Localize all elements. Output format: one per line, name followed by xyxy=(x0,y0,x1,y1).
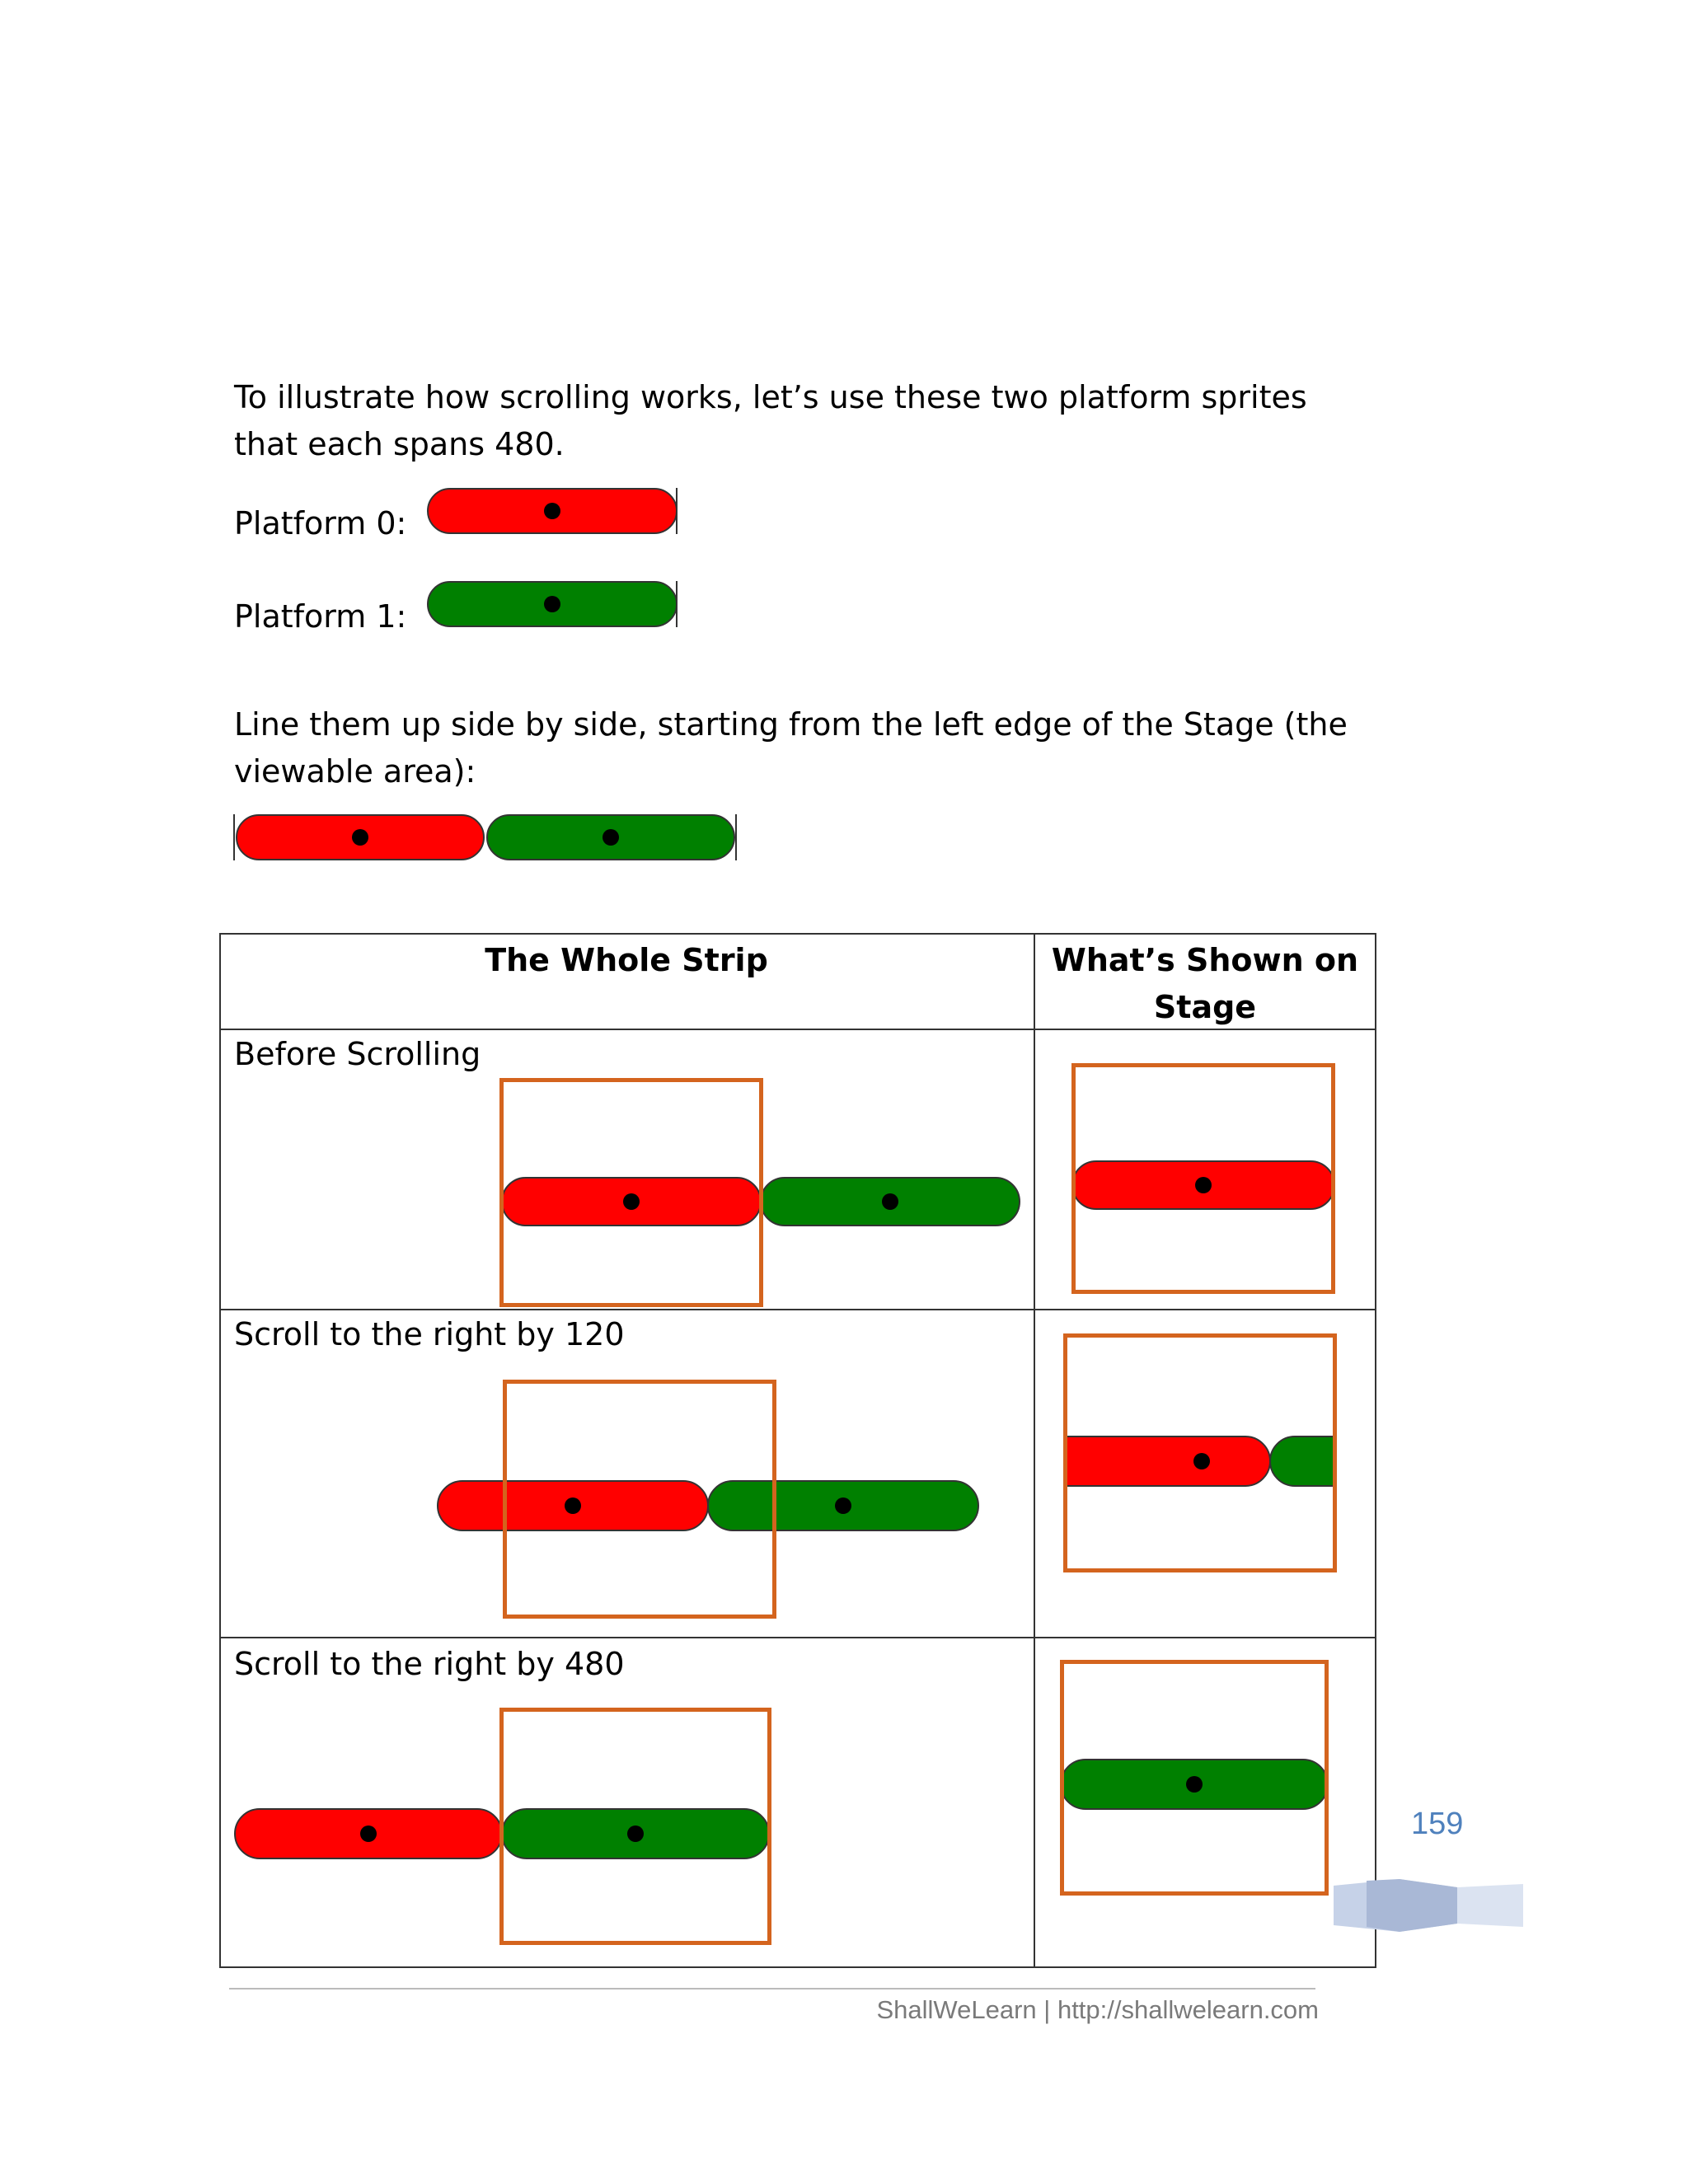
sprite-edge-tick xyxy=(676,581,678,627)
sprite-center-dot xyxy=(544,503,560,519)
page-footer xyxy=(808,1990,1319,2031)
header-stage-line-1: What’s Shown on xyxy=(1051,942,1359,978)
sprite-edge-tick xyxy=(676,488,678,534)
sprite-center-dot xyxy=(352,829,368,846)
table-border xyxy=(219,1309,1376,1310)
lineup-line-2: viewable area): xyxy=(234,753,476,790)
platform-0-sprite xyxy=(427,488,678,534)
scrolling-table xyxy=(219,933,1376,1968)
platform-1-label: Platform 1: xyxy=(234,598,407,635)
sprite-center-dot xyxy=(835,1497,851,1514)
stage-viewport-box xyxy=(503,1380,776,1619)
table-border xyxy=(219,1637,1376,1638)
table-border xyxy=(219,933,1376,935)
page-corner-decoration-icon xyxy=(1334,1876,1523,1933)
sprite-edge-tick xyxy=(735,814,737,860)
platform-1-sprite xyxy=(427,581,678,627)
stage-viewport-box xyxy=(499,1708,771,1945)
table-border xyxy=(219,1966,1376,1968)
lineup-red-platform xyxy=(236,814,485,860)
header-stage-line-2: Stage xyxy=(1153,989,1257,1025)
header-whole-strip: The Whole Strip xyxy=(485,942,768,978)
footer-url: http://shallwelearn.com xyxy=(1057,1995,1319,2024)
table-border xyxy=(219,933,221,1968)
strip-red-platform xyxy=(234,1808,503,1859)
sprite-center-dot xyxy=(603,829,619,846)
sprite-center-dot xyxy=(882,1193,898,1210)
stage-left-edge xyxy=(233,814,235,860)
row-label-before-scrolling: Before Scrolling xyxy=(234,1036,481,1072)
lineup-line-1: Line them up side by side, starting from the left edge of the Stage (the xyxy=(234,706,1348,743)
row-label-scroll-480: Scroll to the right by 480 xyxy=(234,1646,625,1682)
footer-site-name: ShallWeLearn xyxy=(876,1995,1037,2024)
lineup-paragraph xyxy=(234,701,1388,795)
stage-viewport-box xyxy=(499,1078,763,1307)
intro-line-2: that each spans 480. xyxy=(234,426,565,462)
lineup-green-platform xyxy=(486,814,735,860)
table-border xyxy=(1034,933,1035,1968)
platform-0-label: Platform 0: xyxy=(234,505,407,541)
intro-paragraph xyxy=(234,374,1388,468)
strip-green-platform xyxy=(760,1177,1020,1226)
stage-viewport-box xyxy=(1060,1660,1329,1896)
row-label-scroll-120: Scroll to the right by 120 xyxy=(234,1316,625,1352)
stage-viewport-box xyxy=(1063,1333,1337,1572)
page-number: 159 xyxy=(1411,1807,1464,1841)
header-shown-on-stage xyxy=(1035,937,1375,1031)
stage-viewport-box xyxy=(1071,1063,1335,1294)
footer-separator: | xyxy=(1043,1995,1051,2024)
sprite-center-dot xyxy=(544,596,560,612)
table-border xyxy=(1375,933,1376,1968)
intro-line-1: To illustrate how scrolling works, let’s use these two platform sprites xyxy=(234,379,1307,415)
sprite-center-dot xyxy=(360,1825,377,1842)
